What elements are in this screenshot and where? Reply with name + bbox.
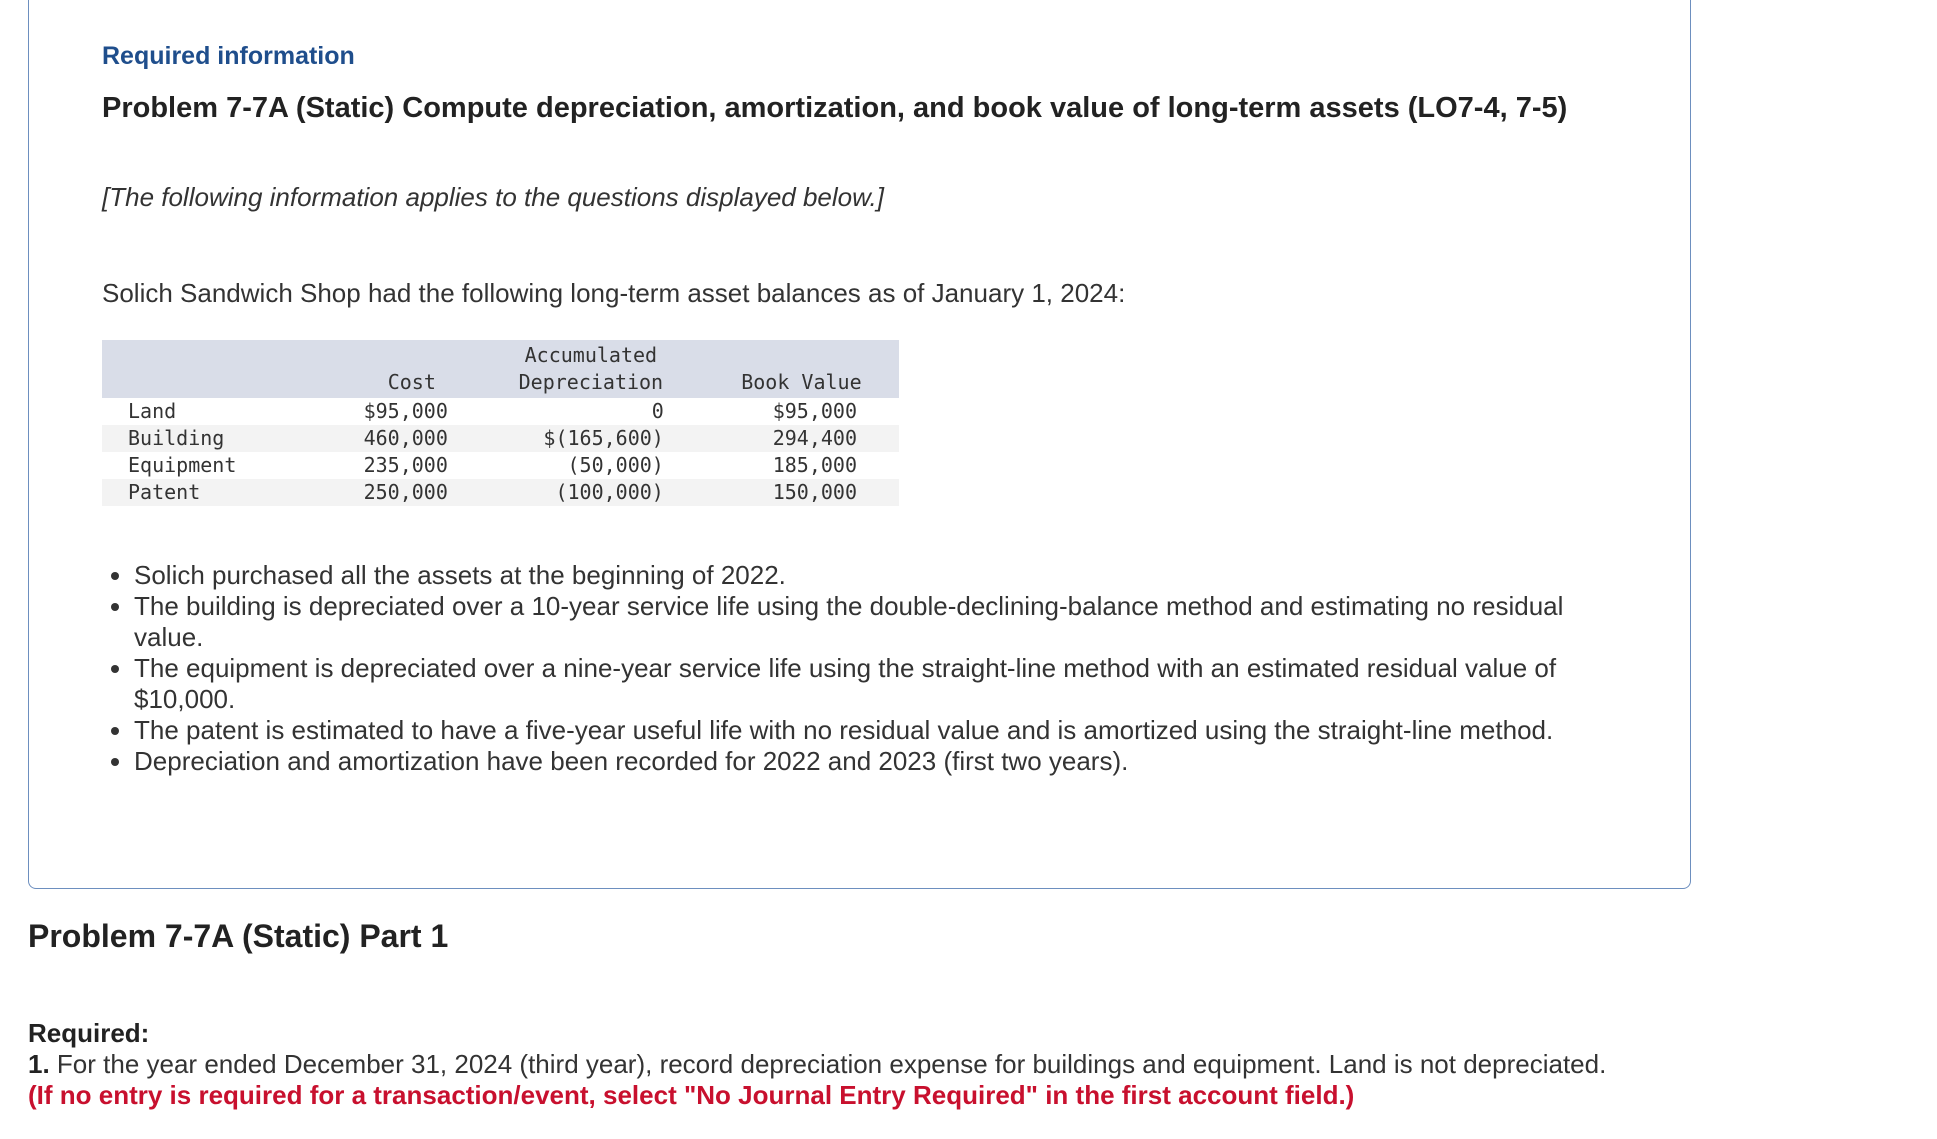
asset-name: Equipment	[128, 453, 237, 477]
item-number: 1.	[28, 1049, 50, 1079]
table-row	[102, 479, 899, 506]
header-accumulated-line2: Depreciation	[518, 370, 664, 394]
asset-cost-value: $95,000	[363, 399, 448, 423]
asset-cost	[303, 425, 478, 452]
asset-accumulated: (50,000)	[567, 453, 664, 477]
required-label: Required:	[28, 1018, 150, 1048]
header-asset	[102, 340, 303, 398]
table-row	[102, 452, 899, 479]
table-header-row	[102, 340, 899, 398]
item-text: For the year ended December 31, 2024 (third year), record depreciation expense for buildings and equipment. Land is not depreciated.	[56, 1049, 1607, 1079]
asset-accumulated: 0	[651, 399, 664, 423]
header-book-value: Book Value	[704, 340, 899, 398]
asset-book-value: 150,000	[704, 479, 899, 506]
item-note: (If no entry is required for a transaction/event, select "No Journal Entry Required" in the first account field.)	[28, 1080, 1355, 1110]
asset-book-value: 185,000	[772, 453, 857, 477]
asset-name: Patent	[102, 479, 303, 506]
asset-accumulated: (100,000)	[478, 479, 704, 506]
asset-book-value: $95,000	[772, 399, 857, 423]
asset-name: Land	[128, 399, 177, 423]
required-information-heading: Required information	[102, 42, 355, 70]
asset-cost-value: 235,000	[363, 453, 448, 477]
asset-cost-value: 460,000	[363, 426, 448, 450]
list-item: • Solich purchased all the assets at the beginning of 2022.	[134, 560, 1634, 591]
asset-name: Building	[102, 425, 303, 452]
asset-accumulated: $(165,600)	[478, 425, 704, 452]
list-item: • The building is depreciated over a 10-year service life using the double-declining-balance method and estimating no residual value.	[134, 591, 1634, 653]
asset-book-value: 294,400	[704, 425, 899, 452]
table-row	[102, 398, 899, 425]
asset-balances-table	[102, 340, 899, 506]
lead-paragraph: Solich Sandwich Shop had the following long-term asset balances as of January 1, 2024:	[102, 278, 1126, 308]
list-item: • The equipment is depreciated over a nine-year service life using the straight-line method with an estimated residual value of $10,000.	[134, 653, 1634, 715]
problem-title: Problem 7-7A (Static) Compute depreciation, amortization, and book value of long-term assets (LO7-4, 7-5)	[102, 92, 1568, 124]
required-instructions	[28, 1049, 1618, 1111]
list-item: • The patent is estimated to have a five-year useful life with no residual value and is amortized using the straight-line method.	[134, 715, 1634, 746]
part-title: Problem 7-7A (Static) Part 1	[28, 918, 449, 954]
intro-note: [The following information applies to the questions displayed below.]	[102, 182, 884, 212]
header-accumulated-line1: Accumulated	[524, 343, 658, 367]
list-item: • Depreciation and amortization have been recorded for 2022 and 2023 (first two years).	[134, 746, 1634, 777]
header-cost: Cost	[303, 340, 478, 398]
table-row	[102, 425, 899, 452]
asset-cost	[303, 479, 478, 506]
asset-cost	[303, 452, 478, 479]
asset-cost	[303, 398, 478, 425]
facts-list	[102, 560, 1634, 777]
header-accumulated-depreciation	[478, 340, 704, 398]
asset-cost-value: 250,000	[363, 480, 448, 504]
